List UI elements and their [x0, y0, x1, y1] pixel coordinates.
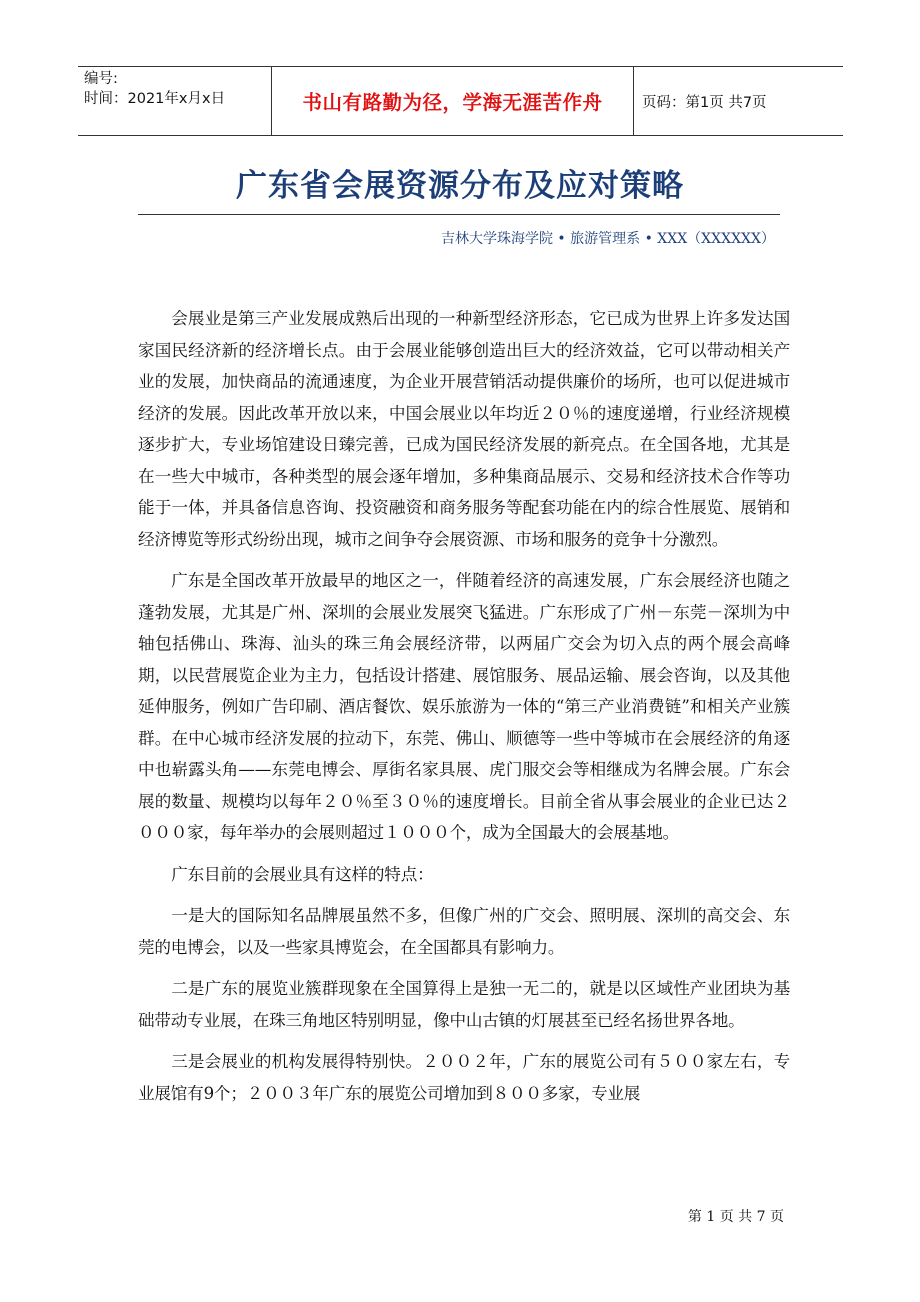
paragraph: 广东目前的会展业具有这样的特点： [171, 864, 434, 884]
paragraph: 会展业是第三产业发展成熟后出现的一种新型经济形态，它已成为世界上许多发达国家国民经济新的经济增长点。由于会展业能够创造出巨大的经济效益，它可以带动相关产业的发展，加快商品的流通速度，为企业开展营销活动提供廉价的场所，也可以促进城市经济的发展。因此改革开放以来，中国会展业以年均近２０％的速度递增，行业经济规模逐步扩大，专业场馆建设日臻完善，已成为国民经济发展的新亮点。在全国各地，尤其是在一些大中城市，各种类型的展会逐年增加，多种集商品展示、交易和经济技术合作等功能于一体，并具备信息咨询、投资融资和商务服务等配套功能在内的综合性展览、展销和经济博览等形式纷纷出现，城市之间争夺会展资源、市场和服务的竞争十分激烈。 [138, 309, 790, 549]
header-meta [78, 67, 272, 135]
paragraph: 三是会展业的机构发展得特别快。２００２年，广东的展览公司有５００家左右，专业展馆有9个；２００３年广东的展览公司增加到８００多家，专业展 [138, 1052, 790, 1103]
title-divider [138, 214, 780, 215]
header-page-label: 页码：第1页 共7页 [642, 94, 767, 111]
author-byline: 吉林大学珠海学院 • 旅游管理系 • XXX（XXXXXX） [440, 231, 775, 247]
number-label: 编号: [84, 71, 118, 87]
page-footer: 第 1 页 共 7 页 [687, 1209, 784, 1225]
paragraph: 广东是全国改革开放最早的地区之一，伴随着经济的高速发展，广东会展经济也随之蓬勃发展，尤其是广州、深圳的会展业发展突飞猛进。广东形成了广州－东莞－深圳为中轴包括佛山、珠海、汕头的珠三角会展经济带，以两届广交会为切入点的两个展会高峰期，以民营展览企业为主力，包括设计搭建、展馆服务、展品运输、展会咨询，以及其他延伸服务，例如广告印刷、酒店餐饮、娱乐旅游为一体的“第三产业消费链”和相关产业簇群。在中心城市经济发展的拉动下，东莞、佛山、顺德等一些中等城市在会展经济的角逐中也崭露头角——东莞电博会、厚街名家具展、虎门服交会等相继成为名牌会展。广东会展的数量、规模均以每年２０％至３０％的速度增长。目前全省从事会展业的企业已达２０００家，每年举办的会展则超过１０００个，成为全国最大的会展基地。 [138, 571, 790, 842]
header-motto: 书山有路勤为径，学海无涯苦作舟 [272, 67, 634, 135]
date-label: 时间：2021年x月x日 [84, 91, 226, 107]
page-header [78, 66, 843, 136]
document-body [138, 303, 790, 1119]
paragraph: 二是广东的展览业簇群现象在全国算得上是独一无二的，就是以区域性产业团块为基础带动专业展，在珠三角地区特别明显，像中山古镇的灯展甚至已经名扬世界各地。 [138, 979, 790, 1030]
document-title: 广东省会展资源分布及应对策略 [236, 168, 684, 204]
paragraph: 一是大的国际知名品牌展虽然不多，但像广州的广交会、照明展、深圳的高交会、东莞的电博会，以及一些家具博览会，在全国都具有影响力。 [138, 906, 790, 957]
